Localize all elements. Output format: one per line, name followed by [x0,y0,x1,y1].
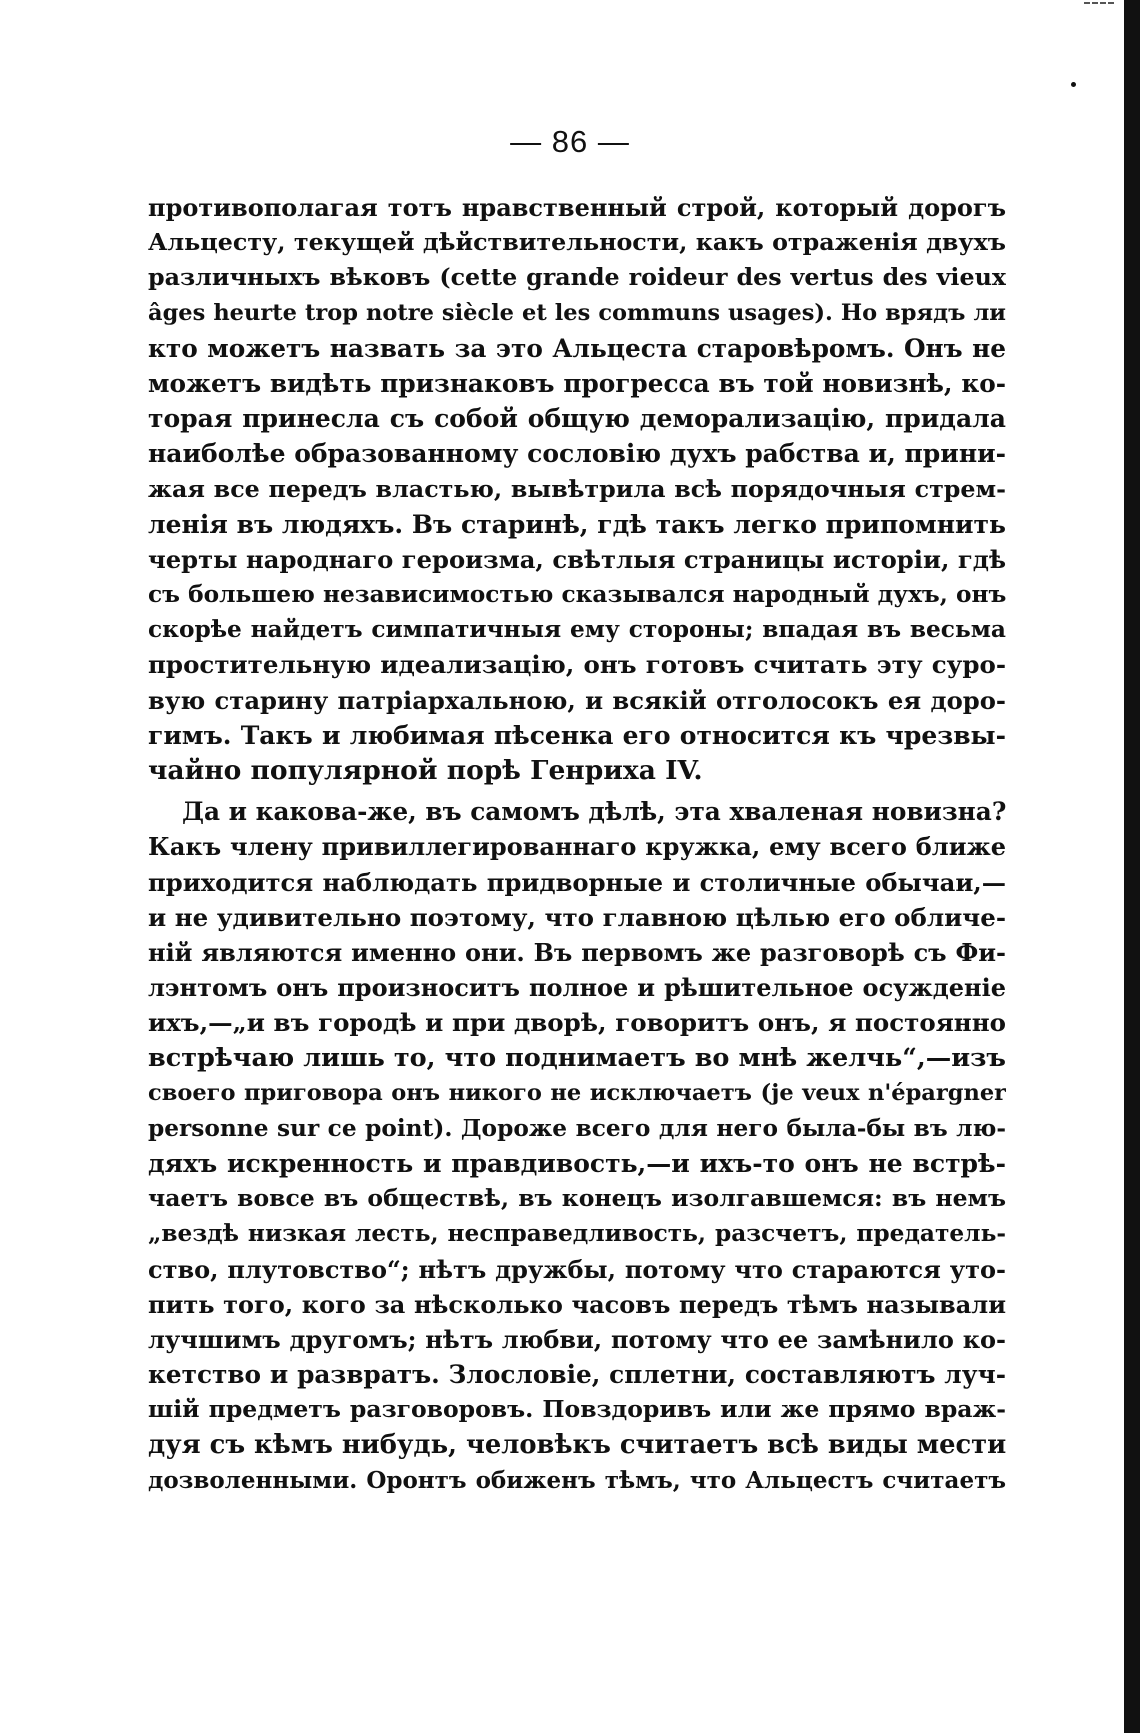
text-line: наиболѣе образованному сословію духъ рабства и, прини- [148,439,1006,469]
scan-edge-mark [1084,2,1114,6]
text-line: своего приговора онъ никого не исключаетъ (je veux n'épargner [148,1079,1006,1106]
text-line: дозволенными. Оронтъ обиженъ тѣмъ, что Альцестъ считаетъ [148,1466,1006,1494]
page-number: — 86 — [510,124,630,159]
text-line: кетство и развратъ. Злословіе, сплетни, составляютъ луч- [148,1360,1006,1390]
text-line: скорѣе найдетъ симпатичныя ему стороны; впадая въ весьма [148,616,1006,644]
paragraph [148,794,1006,1498]
text-line: и не удивительно поэтому, что главною цѣлью его обличе- [148,902,1006,932]
text-line: дуя съ кѣмъ нибудь, человѣкъ считаетъ всѣ виды мести [148,1429,1006,1460]
text-line: различныхъ вѣковъ (cette grande roideur des vertus des vieux [148,263,1006,292]
text-line: можетъ видѣть признаковъ прогресса въ той новизнѣ, ко- [148,368,1006,398]
scan-speck [1071,82,1076,87]
scan-binding-edge [1124,0,1140,1733]
text-line: ленія въ людяхъ. Въ старинѣ, гдѣ такъ легко припомнить [148,509,1006,539]
text-line: встрѣчаю лишь то, что поднимаетъ во мнѣ желчь“,—изъ [148,1042,1006,1073]
text-line: простительную идеализацію, онъ готовъ считать эту суро- [148,650,1006,680]
text-line: „вездѣ низкая лесть, несправедливость, разсчетъ, предатель- [148,1220,1006,1248]
paragraph [148,190,1006,788]
text-line: гимъ. Такъ и любимая пѣсенка его относится къ чрезвы- [148,720,1006,750]
text-line: торая принесла съ собой общую деморализацію, придала [148,404,1006,434]
text-line: приходится наблюдать придворные и столичные обычаи,— [148,867,1006,897]
text-line: кто можетъ назвать за это Альцеста старовѣромъ. Онъ не [148,333,1006,363]
text-line: лучшимъ другомъ; нѣтъ любви, потому что ее замѣнило ко- [148,1325,1006,1354]
text-line: personne sur ce point). Дороже всего для него была-бы въ лю- [148,1114,1006,1142]
text-line: съ большею независимостью сказывался народный духъ, онъ [148,581,1006,609]
text-line: лэнтомъ онъ произноситъ полное и рѣшительное осужденіе [148,973,1006,1003]
text-line: âges heurte trop notre siècle et les communs usages). Но врядъ ли [148,299,1006,326]
text-line: ихъ,—„и въ городѣ и при дворѣ, говоритъ онъ, я постоянно [148,1008,1006,1038]
text-line: жая все передъ властью, вывѣтрила всѣ порядочныя стрем- [148,474,1006,503]
text-line: черты народнаго героизма, свѣтлыя страницы исторіи, гдѣ [148,544,1006,574]
text-line: ній являются именно они. Въ первомъ же разговорѣ съ Фи- [148,937,1006,967]
text-line: дяхъ искренность и правдивость,—и ихъ-то онъ не встрѣ- [148,1149,1006,1179]
text-line: Да и какова-же, въ самомъ дѣлѣ, эта хваленая новизна? [182,797,1006,827]
text-line: противополагая тотъ нравственный строй, который дорогъ [148,193,1006,222]
text-line: Альцесту, текущей дѣйствительности, какъ отраженія двухъ [148,228,1006,257]
text-line: Какъ члену привиллегированнаго кружка, ему всего ближе [148,832,1006,862]
text-line: вую старину патріархальною, и всякій отголосокъ ея доро- [148,685,1006,715]
text-line: ство, плутовство“; нѣтъ дружбы, потому что стараются уто- [148,1254,1006,1284]
text-line: чайно популярной порѣ Генриха IV. [148,755,703,786]
body-text [148,190,1006,1498]
text-line: пить того, кого за нѣсколько часовъ передъ тѣмъ называли [148,1289,1006,1319]
text-line: чаетъ вовсе въ обществѣ, въ конецъ изолгавшемся: въ немъ [148,1184,1006,1213]
text-line: шій предметъ разговоровъ. Повздоривъ или же прямо враж- [148,1395,1006,1424]
